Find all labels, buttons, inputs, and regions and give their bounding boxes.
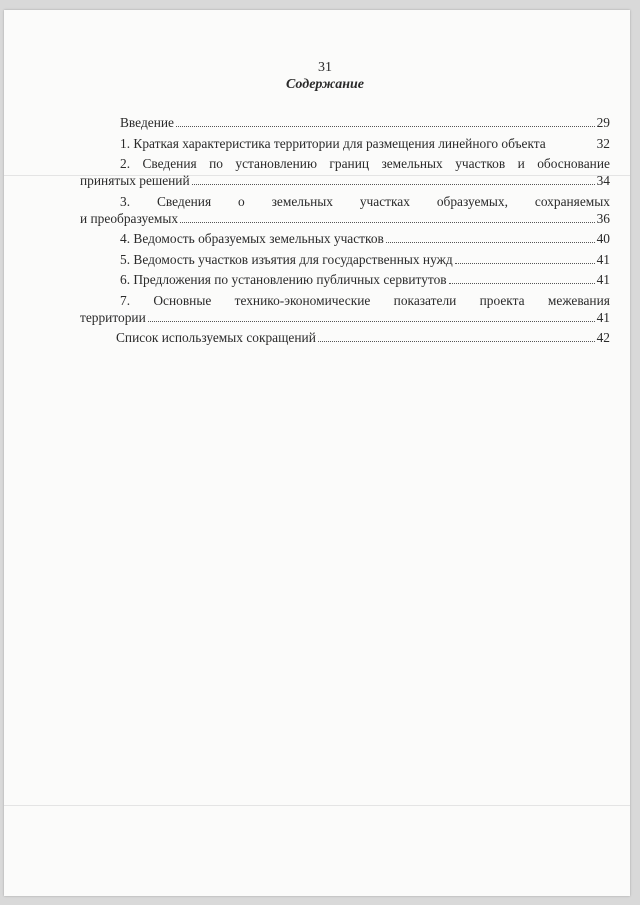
toc-page-number: 36 [596, 210, 610, 226]
toc-entry-abbreviations [80, 329, 610, 346]
toc-title: Содержание [286, 77, 364, 92]
dot-leader [192, 184, 595, 185]
toc-word: по [209, 156, 223, 171]
toc-word: установлению [235, 156, 317, 171]
toc-word: Сведения [156, 193, 212, 209]
toc-entry-text: 6. Предложения по установлению публичных сервитутов [120, 272, 447, 287]
toc-word: участках [359, 193, 410, 209]
toc-entry-text: 5. Ведомость участков изъятия для государственных нужд [120, 251, 453, 267]
table-of-contents [80, 114, 610, 350]
toc-word: границ [329, 156, 370, 171]
toc-entry-intro [80, 114, 610, 131]
toc-entry-text: Введение [120, 115, 174, 130]
toc-entry-5 [80, 251, 610, 268]
toc-entry-second-line [80, 309, 610, 326]
dot-leader [176, 126, 595, 127]
dot-leader [386, 242, 595, 243]
toc-word: сохраняемых [534, 193, 610, 209]
toc-entry-second-line [80, 210, 610, 227]
toc-page-number: 34 [596, 173, 610, 188]
dot-leader [318, 341, 595, 342]
toc-word: Основные [153, 292, 212, 308]
toc-entry-first-line [80, 193, 610, 210]
toc-word: о [238, 193, 245, 209]
toc-word: проекта [479, 292, 525, 308]
toc-word: обоснование [537, 156, 610, 171]
toc-word: 3. [120, 193, 131, 209]
toc-word: земельных [381, 156, 443, 171]
dot-leader [449, 283, 595, 284]
toc-entry-text: 4. Ведомость образуемых земельных участков [120, 231, 384, 246]
toc-word: 2. [120, 156, 131, 171]
page-number: 31 [318, 60, 332, 75]
toc-word: технико-экономические [234, 292, 371, 308]
toc-word: показатели [393, 292, 457, 308]
toc-entry-7 [80, 292, 610, 326]
toc-page-number: 41 [596, 251, 610, 267]
toc-word: и [517, 156, 525, 171]
toc-word: межевания [547, 292, 610, 308]
toc-entry-first-line [80, 155, 610, 172]
toc-entry-text: Список используемых сокращений [116, 330, 316, 345]
toc-entry-text: 1. Краткая характеристика территории для размещения линейного объекта [120, 135, 546, 151]
toc-page-number: 40 [596, 231, 610, 246]
toc-page-number: 42 [596, 330, 610, 345]
dot-leader [455, 263, 595, 264]
toc-entry-6 [80, 271, 610, 288]
document-page [4, 10, 630, 896]
toc-entry-1 [80, 135, 610, 152]
toc-entry-first-line [80, 292, 610, 309]
toc-word: образуемых, [436, 193, 508, 209]
dot-leader [180, 222, 595, 223]
toc-word: 7. [120, 292, 131, 308]
toc-entry-2 [80, 155, 610, 189]
toc-page-number: 29 [596, 115, 610, 130]
toc-entry-4 [80, 230, 610, 247]
toc-entry-second-line [80, 172, 610, 189]
dot-leader [148, 321, 595, 322]
toc-word: Сведения [142, 156, 197, 171]
toc-word: земельных [271, 193, 333, 209]
toc-entry-text: принятых решений [80, 173, 190, 188]
toc-entry-text: и преобразуемых [80, 210, 179, 226]
toc-page-number: 41 [596, 309, 610, 325]
toc-entry-3 [80, 193, 610, 227]
toc-page-number: 32 [596, 135, 610, 151]
toc-page-number: 41 [596, 272, 610, 287]
toc-word: участков [455, 156, 506, 171]
toc-entry-text: территории [80, 309, 146, 325]
scan-artifact-line [4, 805, 630, 806]
